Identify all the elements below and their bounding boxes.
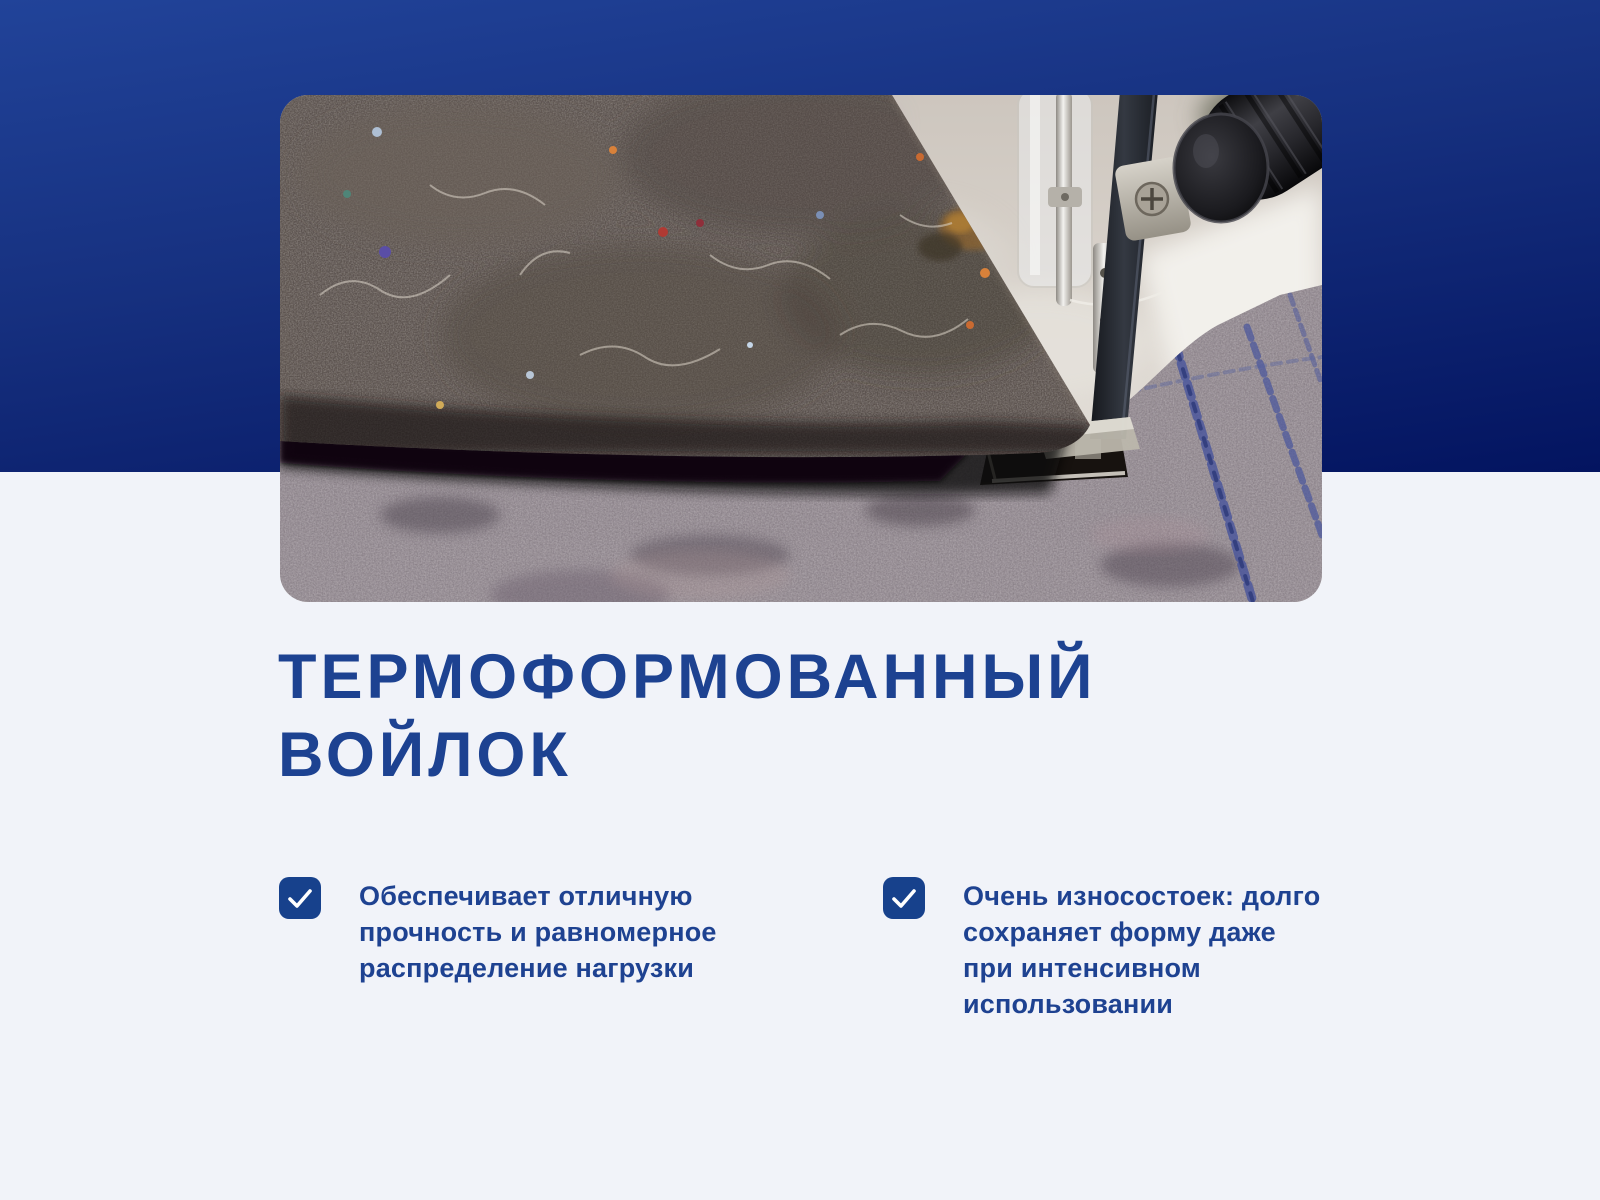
- feature-item-durability: [883, 877, 1353, 1022]
- feature-line: сохраняет форму даже: [963, 917, 1276, 947]
- checkmark-icon: [279, 877, 321, 919]
- hero-image: [280, 95, 1322, 602]
- checkmark-icon: [883, 877, 925, 919]
- feature-text: [359, 878, 717, 986]
- feature-line: Обеспечивает отличную: [359, 881, 693, 911]
- checkbox-checked-icon: [883, 877, 925, 919]
- title-line-2: ВОЙЛОК: [278, 720, 572, 790]
- felt-sewing-photo-illustration: [280, 95, 1322, 602]
- feature-line: прочность и равномерное: [359, 917, 717, 947]
- feature-line: распределение нагрузки: [359, 953, 695, 983]
- feature-line: использовании: [963, 989, 1174, 1019]
- feature-item-strength: [279, 877, 779, 986]
- feature-text: [963, 878, 1320, 1022]
- page-title: [278, 638, 1096, 794]
- title-line-1: ТЕРМОФОРМОВАННЫЙ: [278, 642, 1097, 712]
- checkbox-checked-icon: [279, 877, 321, 919]
- feature-line: при интенсивном: [963, 953, 1201, 983]
- feature-line: Очень износостоек: долго: [963, 881, 1321, 911]
